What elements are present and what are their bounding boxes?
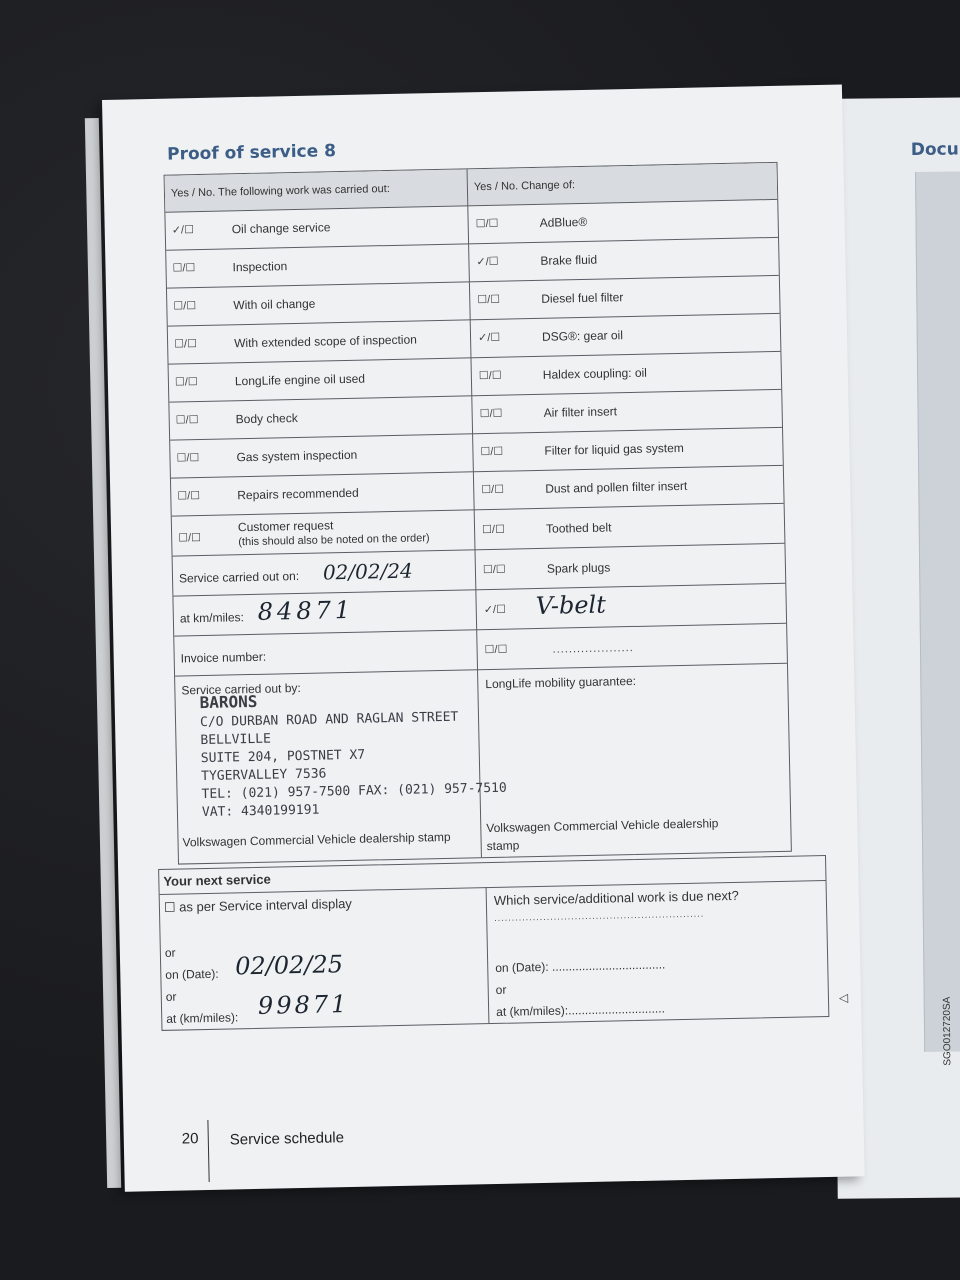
- triangle-marker-icon: ◁: [838, 990, 849, 1005]
- right-row-yes-no[interactable]: ☐/☐: [481, 483, 505, 497]
- right-row-blank: ....................: [552, 641, 634, 656]
- right-row-yes-no[interactable]: ☐/☐: [477, 293, 501, 307]
- row-rule: [167, 275, 779, 289]
- dealer-stamp-caption: Volkswagen Commercial Vehicle dealership stamp: [182, 829, 451, 850]
- dealer-stamp-line: BELLVILLE: [200, 731, 272, 749]
- service-table: [164, 162, 792, 865]
- right-row-yes-no[interactable]: ☐/☐: [475, 217, 499, 231]
- right-row-label: DSG®: gear oil: [541, 328, 624, 344]
- left-row-yes-no[interactable]: ☐/☐: [176, 452, 200, 465]
- next-service-question: Which service/additional work is due next?: [493, 887, 739, 908]
- mobility-caption: stamp: [486, 838, 520, 854]
- right-row-label: AdBlue®: [539, 214, 588, 230]
- left-row-yes-no[interactable]: ✓/☐: [171, 224, 195, 237]
- row-rule: [170, 427, 782, 441]
- left-row-label: Repairs recommended: [237, 485, 359, 503]
- dealer-stamp-line: VAT: 4340199191: [201, 802, 320, 821]
- mobility-label: LongLife mobility guarantee:: [485, 673, 637, 692]
- row-rule: [168, 313, 780, 327]
- left-row-label: Customer request: [237, 518, 334, 535]
- invoice-label: Invoice number:: [180, 649, 267, 666]
- left-row-yes-no[interactable]: ☐/☐: [175, 414, 199, 427]
- right-row-label: Filter for liquid gas system: [544, 440, 684, 458]
- right-row-label: Diesel fuel filter: [541, 290, 624, 306]
- km-label: at km/miles:: [179, 610, 245, 626]
- next-service-right-date[interactable]: on (Date): ..................................: [495, 957, 666, 975]
- right-page-title: Docu: [910, 139, 959, 160]
- left-page: [102, 85, 865, 1192]
- right-row-label: Dust and pollen filter insert: [545, 478, 688, 496]
- dealer-stamp-line: C/O DURBAN ROAD AND RAGLAN STREET: [199, 709, 459, 731]
- right-row-yes-no[interactable]: ✓/☐: [477, 331, 501, 345]
- right-row-yes-no[interactable]: ☐/☐: [478, 369, 502, 383]
- dealer-stamp-line: SUITE 204, POSTNET X7: [200, 747, 366, 767]
- right-row-yes-no[interactable]: ☐/☐: [480, 445, 504, 459]
- right-row-label: Spark plugs: [546, 560, 611, 576]
- next-service-right-km[interactable]: at (km/miles):.............................: [496, 1001, 665, 1019]
- right-page-photo: [915, 171, 960, 1052]
- row-rule: [172, 503, 784, 517]
- row-rule: [166, 237, 778, 251]
- left-row-label: With oil change: [233, 296, 316, 313]
- next-service-date-label: on (Date):: [165, 966, 219, 982]
- left-row-label: LongLife engine oil used: [234, 371, 366, 389]
- section-label: Service schedule: [229, 1129, 345, 1149]
- left-row-yes-no[interactable]: ☐/☐: [174, 338, 198, 351]
- left-row-yes-no[interactable]: ☐/☐: [172, 262, 196, 275]
- left-row-yes-no[interactable]: ☐/☐: [177, 490, 201, 503]
- row-rule: [169, 351, 781, 365]
- right-row-yes-no[interactable]: ☐/☐: [482, 563, 506, 577]
- next-service-km-label: at (km/miles):: [166, 1010, 239, 1026]
- right-row-yes-no[interactable]: ☐/☐: [481, 523, 505, 537]
- row-rule: [173, 583, 785, 597]
- next-service-option[interactable]: ☐ as per Service interval display: [163, 895, 353, 915]
- dealer-stamp-name: BARONS: [199, 691, 258, 713]
- left-row-yes-no[interactable]: ☐/☐: [173, 300, 197, 313]
- right-row-label: Toothed belt: [545, 520, 612, 536]
- next-service-or: or: [164, 945, 176, 960]
- left-row-label: Gas system inspection: [236, 447, 358, 465]
- right-row-yes-no[interactable]: ☐/☐: [484, 643, 508, 657]
- left-row-sublabel: (this should also be noted on the order): [238, 532, 430, 549]
- left-column-header: Yes / No. The following work was carried out:: [165, 169, 468, 211]
- dealer-stamp-line: TEL: (021) 957-7500 FAX: (021) 957-7510: [201, 780, 507, 803]
- right-row-handwritten-label[interactable]: V-belt: [535, 590, 607, 621]
- right-row-yes-no[interactable]: ✓/☐: [476, 255, 499, 269]
- page-number: 20: [181, 1130, 199, 1148]
- service-date-value[interactable]: 02/02/24: [322, 558, 414, 585]
- dealer-label: Service carried out by:: [181, 680, 301, 698]
- right-row-yes-no[interactable]: ☐/☐: [479, 407, 503, 421]
- left-row-label: Inspection: [232, 259, 288, 275]
- next-service-title: Your next service: [163, 871, 271, 889]
- right-row-label: Haldex coupling: oil: [542, 365, 648, 382]
- row-rule: [169, 389, 781, 403]
- right-row-yes-no[interactable]: ✓/☐: [483, 603, 507, 617]
- next-service-or: or: [165, 989, 177, 1004]
- service-date-label: Service carried out on:: [178, 568, 300, 586]
- row-rule: [175, 663, 787, 677]
- right-page-code: SGO012720SA: [941, 996, 954, 1066]
- column-divider: [486, 887, 490, 1023]
- next-service-question-blank[interactable]: ............................................................: [494, 908, 705, 923]
- page-title: Proof of service 8: [166, 141, 337, 165]
- column-divider: [467, 169, 482, 857]
- row-rule: [171, 465, 783, 479]
- next-service-table: [158, 855, 829, 1031]
- left-row-yes-no[interactable]: ☐/☐: [178, 532, 202, 545]
- footer-divider: [207, 1120, 209, 1182]
- next-service-date-value[interactable]: 02/02/25: [234, 950, 344, 981]
- left-row-yes-no[interactable]: ☐/☐: [174, 376, 198, 389]
- dealer-stamp-line: TYGERVALLEY 7536: [201, 766, 327, 785]
- left-row-label: Body check: [235, 410, 298, 427]
- next-service-right-or: or: [495, 982, 507, 997]
- km-value[interactable]: 84871: [257, 595, 355, 626]
- next-service-km-value[interactable]: 99871: [257, 990, 350, 1020]
- mobility-caption: Volkswagen Commercial Vehicle dealership: [486, 816, 719, 836]
- left-row-label: Oil change service: [231, 220, 331, 237]
- right-column-header: Yes / No. Change of:: [468, 163, 778, 205]
- left-row-label: With extended scope of inspection: [233, 332, 418, 351]
- right-row-label: Brake fluid: [540, 252, 598, 268]
- right-row-label: Air filter insert: [543, 404, 618, 420]
